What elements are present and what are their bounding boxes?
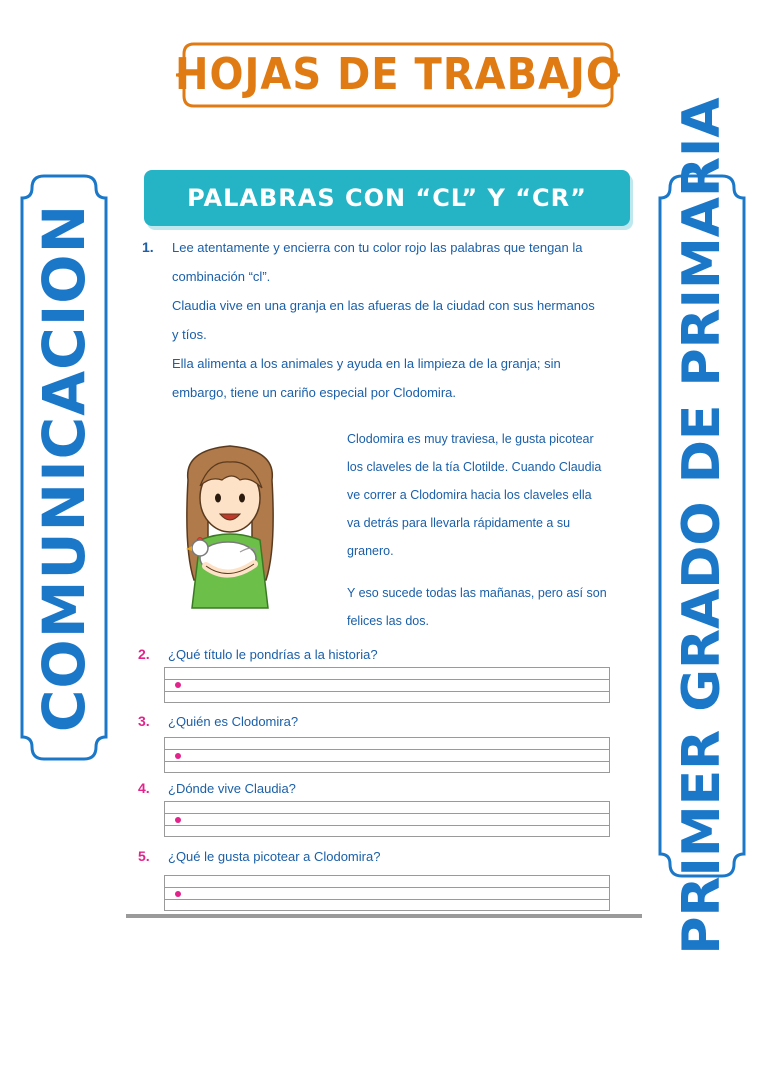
story-line: granero. <box>347 544 394 558</box>
answer-line <box>165 899 609 900</box>
question-3-answer-field[interactable] <box>164 737 610 773</box>
topic-title: PALABRAS CON “CL” Y “CR” <box>187 184 587 212</box>
bullet-dot <box>175 682 181 688</box>
question-2-text: ¿Qué título le pondrías a la historia? <box>168 647 378 662</box>
question-4-text: ¿Dónde vive Claudia? <box>168 781 296 796</box>
answer-line <box>165 761 609 762</box>
bullet-dot <box>175 753 181 759</box>
question-5-answer-field[interactable] <box>164 875 610 911</box>
question-4-number: 4. <box>138 780 150 796</box>
question-3-text: ¿Quién es Clodomira? <box>168 714 299 729</box>
exercise-1-line: y tíos. <box>172 327 207 342</box>
bottom-divider <box>126 914 642 918</box>
answer-line <box>165 749 609 750</box>
story-line: Y eso sucede todas las mañanas, pero así son <box>347 586 607 600</box>
girl-holding-hen-illustration <box>170 440 290 615</box>
question-4-answer-field[interactable] <box>164 801 610 837</box>
exercise-1-line: Claudia vive en una granja en las afueras de la ciudad con sus hermanos <box>172 298 595 313</box>
bullet-dot <box>175 817 181 823</box>
answer-line <box>165 679 609 680</box>
exercise-1-number: 1. <box>142 239 154 255</box>
answer-line <box>165 825 609 826</box>
story-line: los claveles de la tía Clotilde. Cuando Claudia <box>347 460 602 474</box>
answer-line <box>165 691 609 692</box>
grade-banner <box>656 97 748 955</box>
subject-label: COMUNICACION <box>30 203 98 732</box>
question-3-number: 3. <box>138 713 150 729</box>
question-2-answer-field[interactable] <box>164 667 610 703</box>
story-paragraph <box>347 425 647 635</box>
story-line: Clodomira es muy traviesa, le gusta picotear <box>347 432 594 446</box>
answer-line <box>165 887 609 888</box>
exercise-1-line: Ella alimenta a los animales y ayuda en la limpieza de la granja; sin <box>172 356 561 371</box>
exercise-1-line: embargo, tiene un cariño especial por Clodomira. <box>172 385 456 400</box>
question-5-text: ¿Qué le gusta picotear a Clodomira? <box>168 849 381 864</box>
answer-line <box>165 813 609 814</box>
exercise-1-line: combinación “cl”. <box>172 269 271 284</box>
story-line: ve correr a Clodomira hacia los claveles ella <box>347 488 592 502</box>
exercise-1-text <box>172 233 642 407</box>
story-line: va detrás para llevarla rápidamente a su <box>347 516 571 530</box>
story-line: felices las dos. <box>347 614 429 628</box>
worksheet-title: HOJAS DE TRABAJO <box>175 50 621 100</box>
grade-label: PRIMER GRADO DE PRIMARIA <box>672 97 732 955</box>
question-5-number: 5. <box>138 848 150 864</box>
worksheet-title-banner <box>172 40 624 110</box>
bullet-dot <box>175 891 181 897</box>
subject-banner <box>18 170 110 765</box>
topic-ribbon <box>144 170 630 226</box>
exercise-1-line: Lee atentamente y encierra con tu color rojo las palabras que tengan la <box>172 240 583 255</box>
question-2-number: 2. <box>138 646 150 662</box>
